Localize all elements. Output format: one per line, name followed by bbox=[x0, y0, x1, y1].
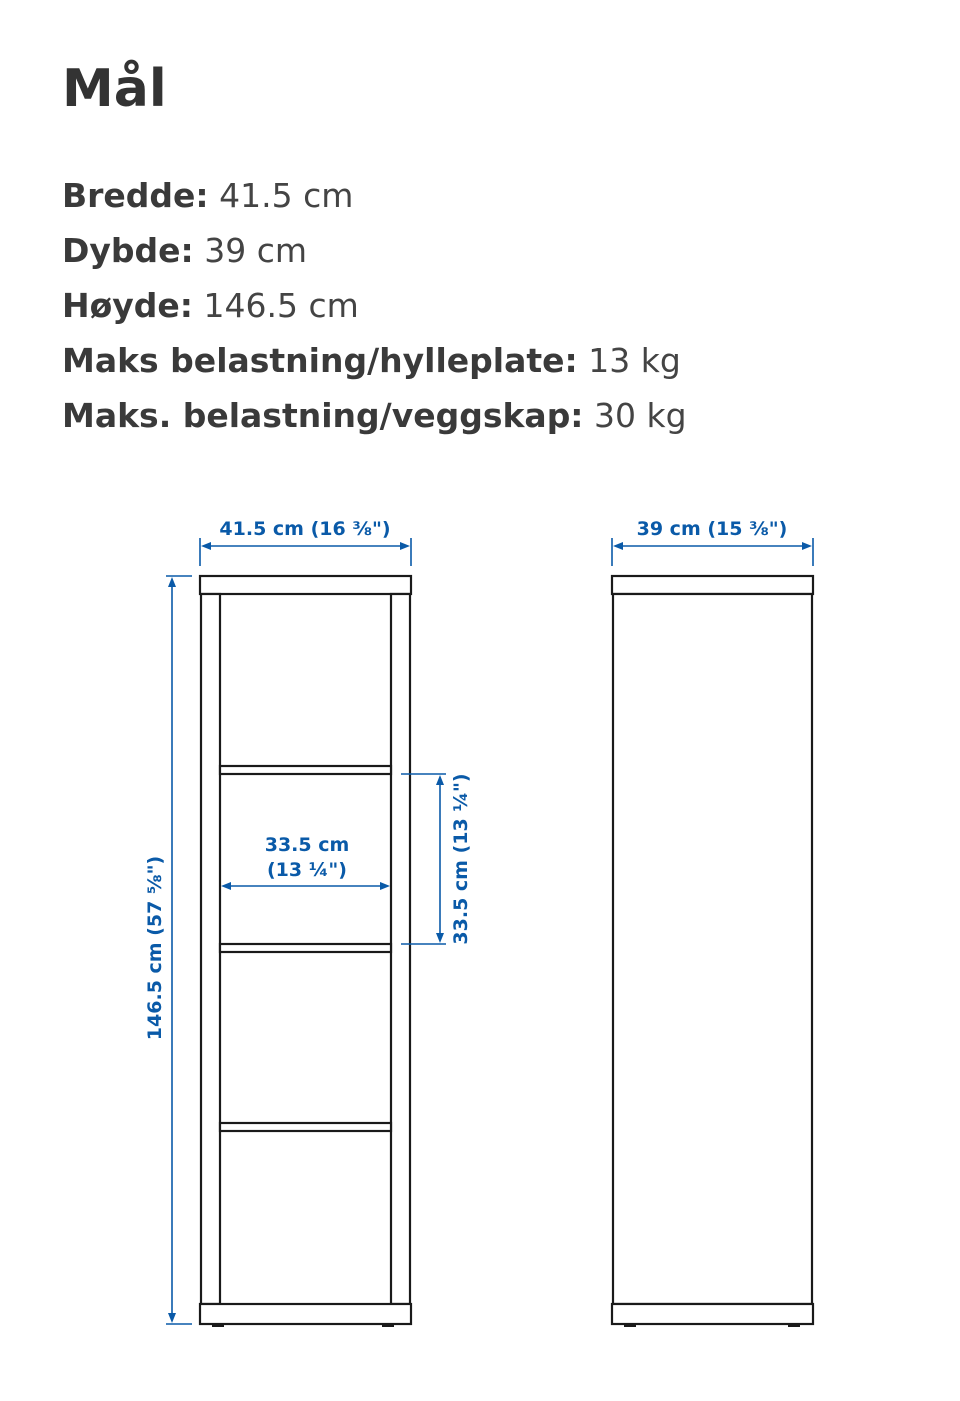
height-label: 146.5 cm (57 ⅝") bbox=[144, 855, 166, 1041]
front-view bbox=[200, 576, 411, 1327]
dim-arrow-left bbox=[201, 542, 211, 550]
side-bottom-panel bbox=[612, 1304, 813, 1324]
spec-label: Maks. belastning/veggskap: bbox=[62, 396, 584, 435]
dim-arrow-right bbox=[400, 542, 410, 550]
dim-arrow-right bbox=[380, 882, 390, 890]
side-view bbox=[612, 576, 813, 1327]
front-shelf-3 bbox=[220, 1123, 391, 1131]
side-depth-dimension bbox=[612, 518, 813, 566]
front-foot-right bbox=[382, 1324, 394, 1327]
dim-arrow-top bbox=[436, 775, 444, 785]
inner-width-label-line2: (13 ¼") bbox=[267, 859, 347, 881]
dim-arrow-left bbox=[613, 542, 623, 550]
spec-label: Maks belastning/hylleplate: bbox=[62, 341, 578, 380]
spec-value: 30 kg bbox=[594, 396, 687, 435]
spec-value: 41.5 cm bbox=[219, 176, 354, 215]
side-panel bbox=[613, 594, 812, 1304]
side-foot-right bbox=[788, 1324, 800, 1327]
front-foot-left bbox=[212, 1324, 224, 1327]
side-depth-label: 39 cm (15 ⅜") bbox=[636, 518, 788, 540]
compartment-height-label: 33.5 cm (13 ¼") bbox=[450, 773, 472, 945]
side-foot-left bbox=[624, 1324, 636, 1327]
inner-width-label-line1: 33.5 cm bbox=[264, 834, 350, 856]
spec-label: Dybde: bbox=[62, 231, 194, 270]
dim-arrow-right bbox=[802, 542, 812, 550]
front-width-label: 41.5 cm (16 ⅜") bbox=[219, 518, 391, 540]
front-shelf-2 bbox=[220, 944, 391, 952]
front-width-dimension bbox=[200, 518, 411, 566]
front-bottom-panel bbox=[200, 1304, 411, 1324]
side-top-panel bbox=[612, 576, 813, 594]
dim-arrow-left bbox=[221, 882, 231, 890]
spec-value: 39 cm bbox=[204, 231, 308, 270]
inner-width-dimension bbox=[221, 834, 390, 890]
compartment-height-dimension bbox=[401, 773, 472, 944]
page-title: Mål bbox=[62, 59, 167, 119]
front-right-panel bbox=[391, 594, 410, 1304]
dim-arrow-bottom bbox=[436, 933, 444, 943]
dim-arrow-top bbox=[168, 577, 176, 587]
front-top-panel bbox=[200, 576, 411, 594]
spec-value: 146.5 cm bbox=[203, 286, 359, 325]
spec-label: Høyde: bbox=[62, 286, 194, 325]
spec-value: 13 kg bbox=[588, 341, 681, 380]
front-shelf-1 bbox=[220, 766, 391, 774]
dim-arrow-bottom bbox=[168, 1313, 176, 1323]
height-dimension bbox=[144, 576, 192, 1324]
front-left-panel bbox=[201, 594, 220, 1304]
spec-label: Bredde: bbox=[62, 176, 209, 215]
